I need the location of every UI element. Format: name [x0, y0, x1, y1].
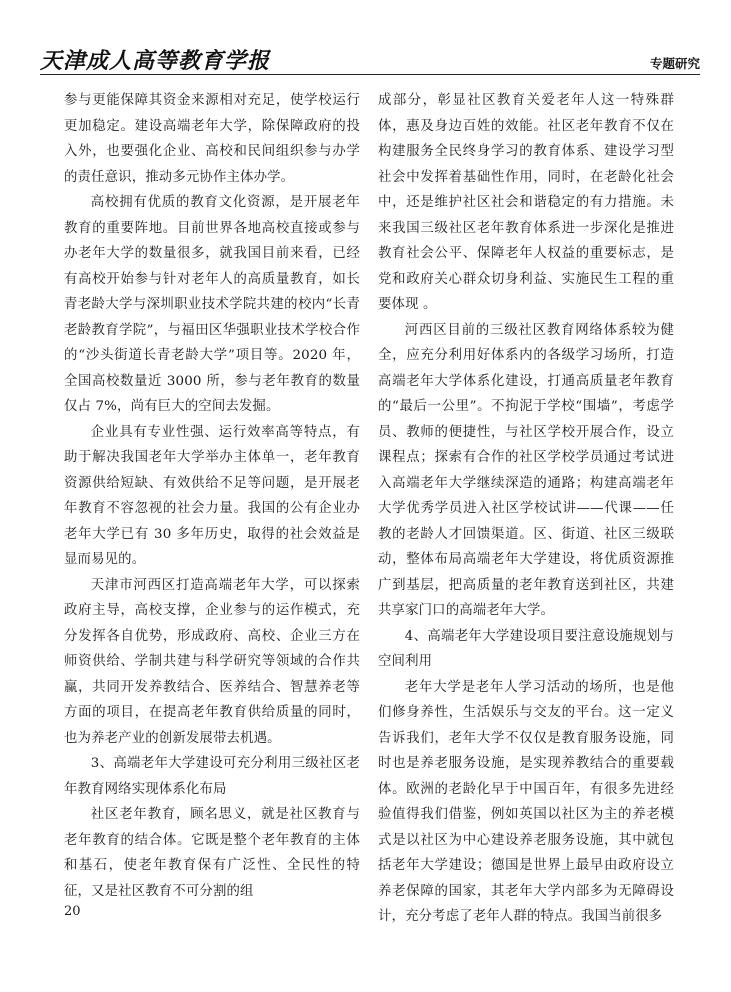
paragraph: 成部分，彰显社区教育关爱老年人这一特殊群体，惠及身边百姓的效能。社区老年教育不仅在构建服务全民终身学习的教育体系、建设学习型社会中发挥着基础性作用，同时，在老龄化社会中，还是维护社区社会和谐稳定的有力措施。未来我国三级社区老年教育体系进一步深化是推进教育社会公平、保障老年人权益的重要标志，是党和政府关心群众切身利益、实施民生工程的重要体现 。 — [378, 93, 674, 312]
paragraph: 高校拥有优质的教育文化资源，是开展老年教育的重要阵地。目前世界各地高校直接或参与办老年大学的数量很多，就我国目前来看，已经有高校开始参与针对老年人的高质量教育，如长青老龄大学与深圳职业技术学院共建的校内“长青老龄教育学院”，与福田区华强职业技术学校合作的“沙头街道长青老龄大学”项目等。2020 年，全国高校数量近 3000 所，参与老年教育的数量仅占 7%，尚有巨大的空间去发掘。 — [64, 195, 360, 414]
paragraph: 河西区目前的三级社区教育网络体系较为健全，应充分利用好体系内的各级学习场所，打造高端老年大学体系化建设，打通高质量老年教育的“最后一公里”。不拘泥于学校“围墙”，考虑学员、教师的便捷性，与社区学校开展合作，设立课程点；探索有合作的社区学校学员通过考试进入高端老年大学继续深造的通路；构建高端老年大学优秀学员进入社区学校试讲——代课——任教的老龄人才回馈渠道。区、街道、社区三级联动，整体布局高端老年大学建设，将优质资源推广到基层，把高质量的老年教育送到社区，共建共享家门口的高端老年大学。 — [378, 322, 674, 618]
paragraph: 老年大学是老年人学习活动的场所，也是他们修身养性，生活娱乐与交友的平台。这一定义告诉我们，老年大学不仅仅是教育服务设施，同时也是养老服务设施，是实现养教结合的重要载体。欧洲的老龄化早于中国百年，有很多先进经验值得我们借鉴，例如英国以社区为主的养老模式是以社区为中心建设养老服务设施，其中就包括老年大学建设；德国是世界上最早由政府设立养老保障的国家，其老年大学内部多为无障碍设计，充分考虑了老年人群的特点。我国当前很多 — [378, 679, 674, 924]
journal-title: 天津成人高等教育学报 — [40, 48, 271, 74]
paragraph: 参与更能保障其资金来源相对充足，使学校运行更加稳定。建设高端老年大学，除保障政府的投入外，也要强化企业、高校和民间组织参与办学的责任意识，推动多元协作主体办学。 — [64, 93, 360, 185]
paragraph: 企业具有专业性强、运行效率高等特点，有助于解决我国老年大学举办主体单一，老年教育资源供给短缺、有效供给不足等问题，是开展老年教育不容忽视的社会力量。我国的公有企业办老年大学已有 30 多年历史，取得的社会效益是显而易见的。 — [64, 424, 360, 567]
page-number: 20 — [64, 904, 81, 919]
masthead — [40, 40, 700, 76]
section-label: 专题研究 — [649, 56, 700, 71]
header-divider — [40, 74, 700, 75]
paragraph: 天津市河西区打造高端老年大学，可以探索政府主导，高校支撑，企业参与的运作模式，充分发挥各自优势，形成政府、高校、企业三方在师资供给、学制共建与科学研究等领域的合作共赢，共同开发养教结合、医养结合、智慧养老等方面的项目，在提高老年教育供给质量的同时，也为养老产业的创新发展带去机遇。 — [64, 577, 360, 746]
left-column — [64, 88, 360, 904]
section-heading: 4、高端老年大学建设项目要注意设施规划与空间利用 — [378, 628, 674, 669]
section-heading: 3、高端老年大学建设可充分利用三级社区老年教育网络实现体系化布局 — [64, 756, 360, 797]
paragraph: 社区老年教育，顾名思义，就是社区教育与老年教育的结合体。它既是整个老年教育的主体和基石，使老年教育保有广泛性、全民性的特征，又是社区教育不可分割的组 — [64, 807, 360, 899]
right-column — [378, 88, 674, 930]
